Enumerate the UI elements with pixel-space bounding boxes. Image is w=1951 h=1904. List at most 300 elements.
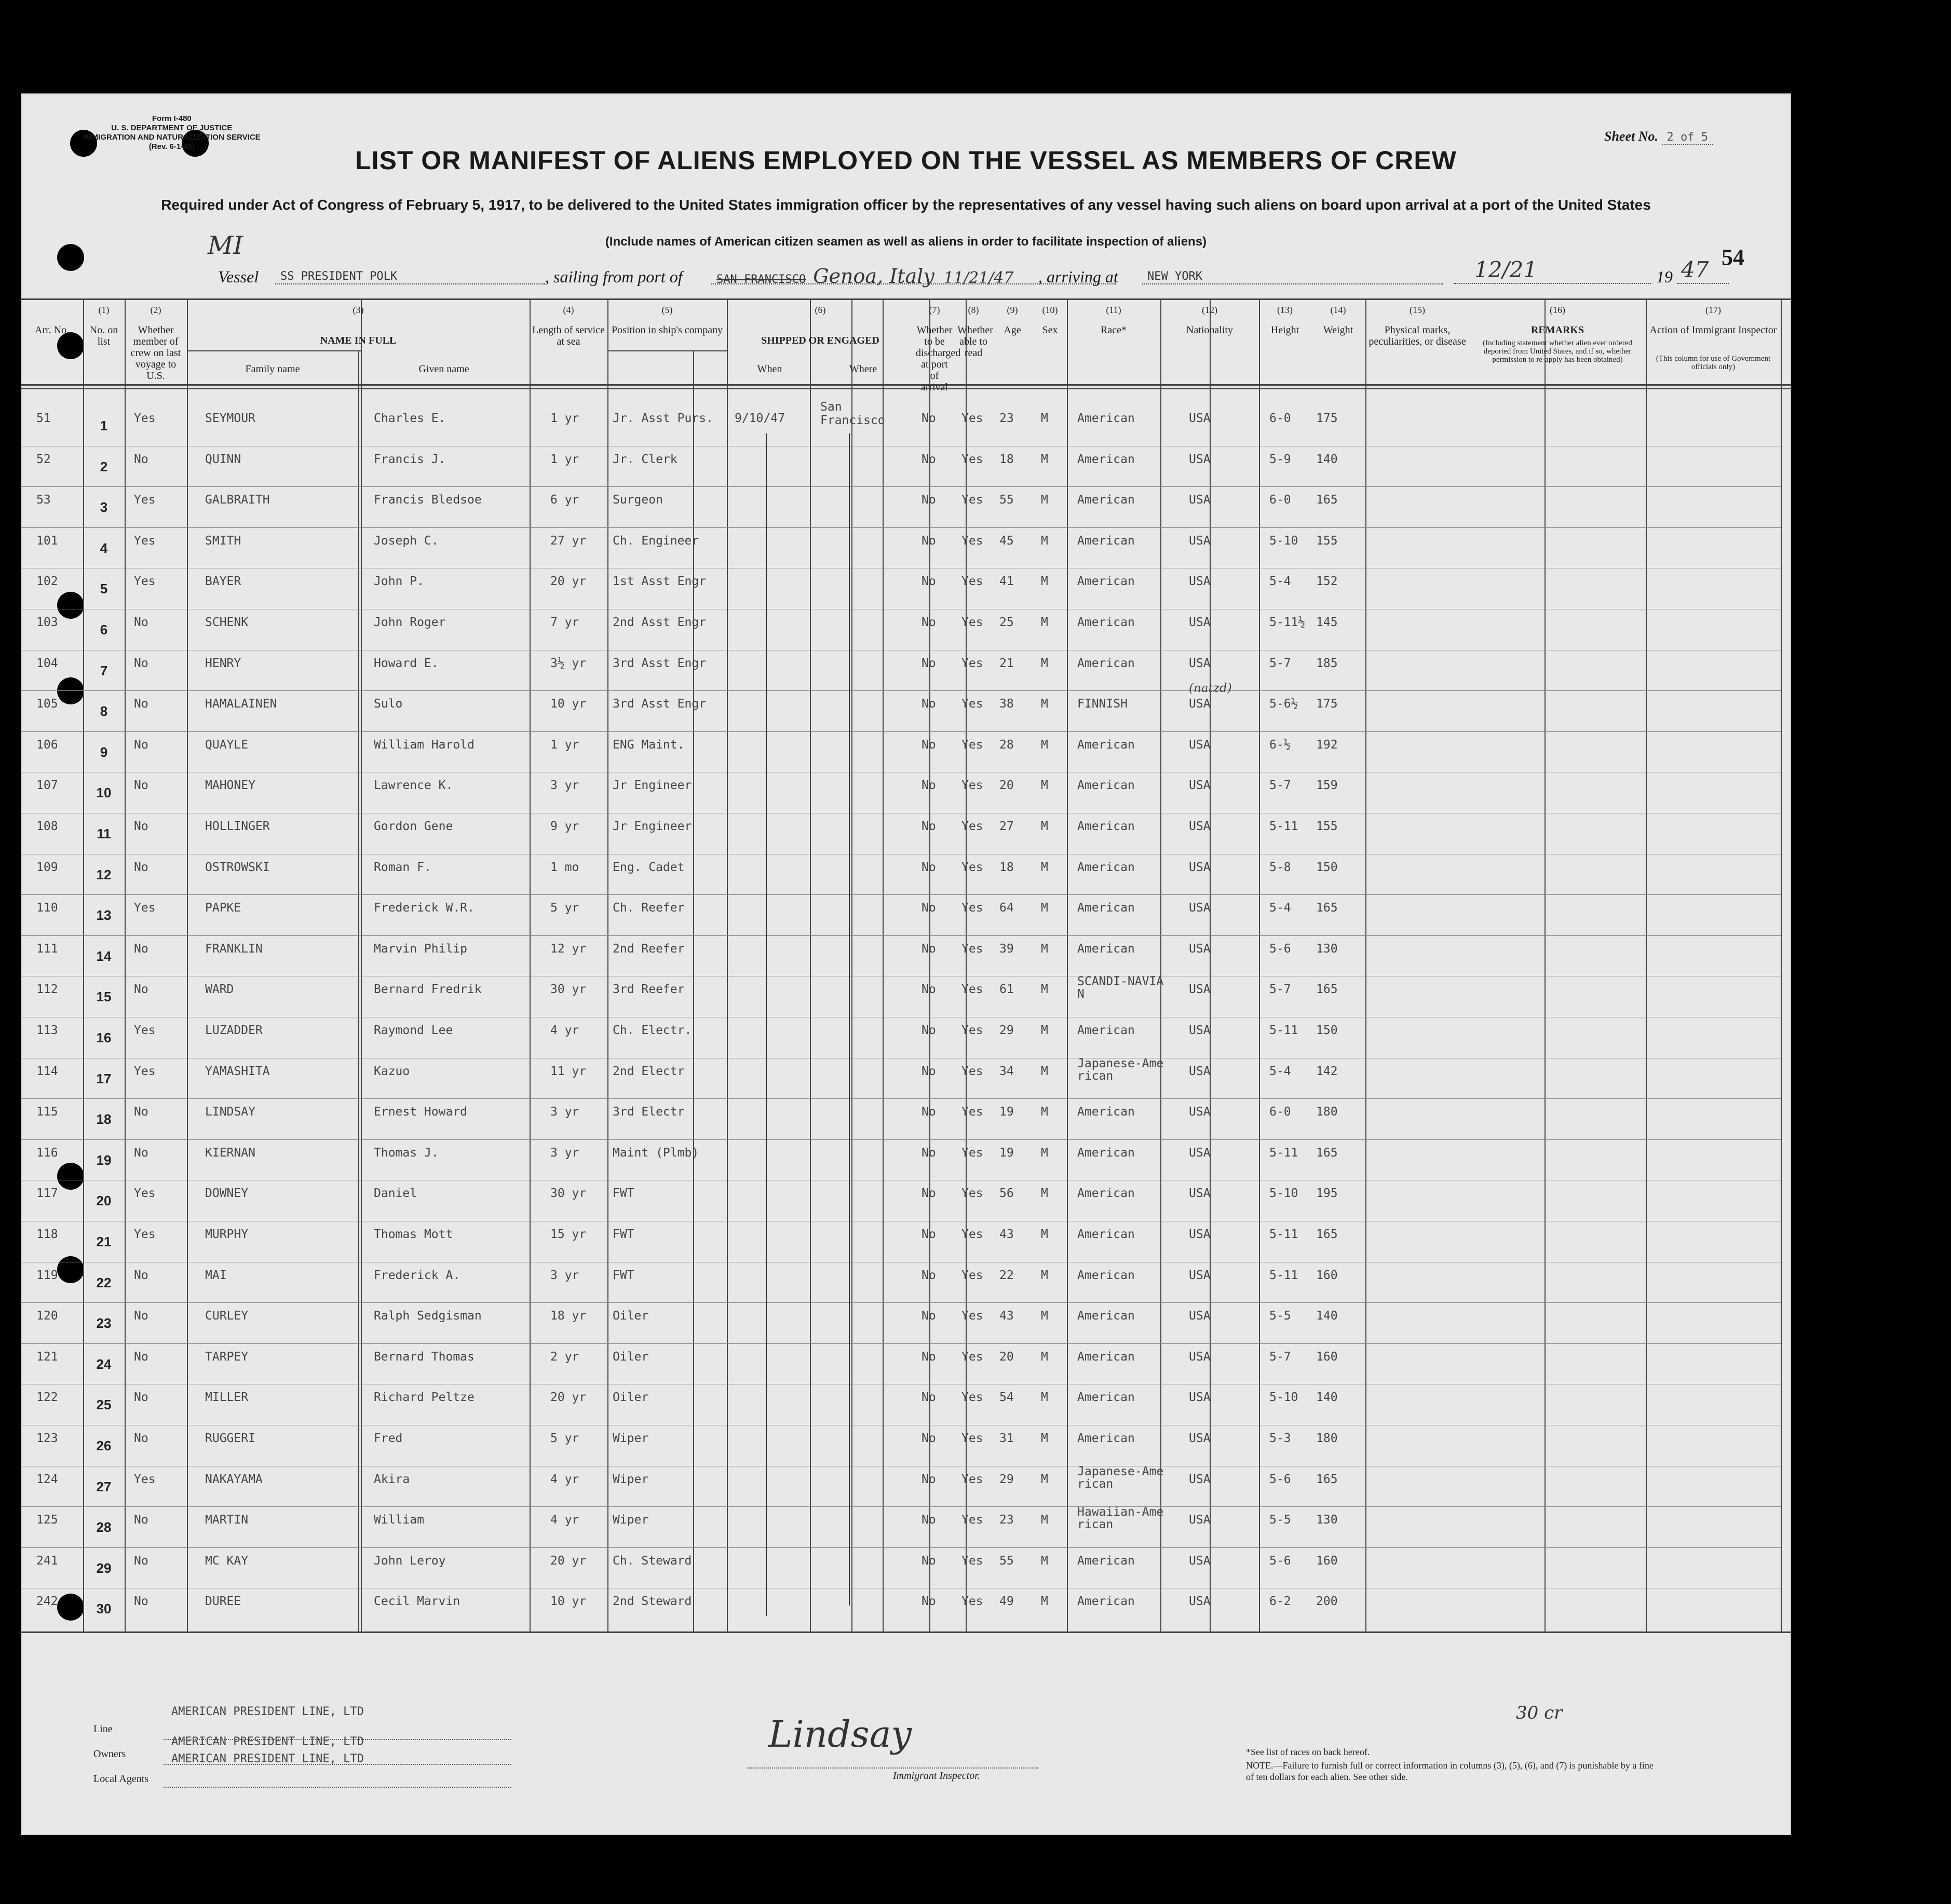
column-number: (3) xyxy=(353,305,364,315)
family-name-cell: PAPKE xyxy=(205,901,241,915)
age-cell: 25 xyxy=(999,616,1014,629)
able-to-read-cell: Yes xyxy=(961,1513,983,1527)
weight-cell: 142 xyxy=(1316,1064,1338,1078)
able-to-read-cell: Yes xyxy=(961,1350,983,1364)
last-voyage-cell: No xyxy=(134,452,148,466)
column-number: (11) xyxy=(1106,305,1121,315)
discharge-cell: No xyxy=(922,1513,936,1527)
age-cell: 31 xyxy=(999,1432,1014,1445)
given-name-cell: Bernard Thomas xyxy=(374,1350,475,1364)
discharge-cell: No xyxy=(922,1024,936,1037)
column-number: (14) xyxy=(1330,305,1346,315)
column-header: Position in ship's company xyxy=(611,324,723,336)
column-number: (9) xyxy=(1007,305,1018,315)
family-name-cell: MC KAY xyxy=(205,1554,249,1568)
row-rule xyxy=(21,486,1781,487)
line-rule xyxy=(164,1739,511,1740)
discharge-cell: No xyxy=(922,860,936,874)
age-cell: 49 xyxy=(999,1595,1014,1609)
arrival-number: 117 xyxy=(36,1187,58,1201)
age-cell: 22 xyxy=(999,1268,1014,1282)
last-voyage-cell: No xyxy=(134,1391,148,1405)
position-cell: Wiper xyxy=(613,1513,649,1527)
able-to-read-cell: Yes xyxy=(961,1554,983,1568)
column-rule xyxy=(607,298,608,1631)
handwritten-initials: MI xyxy=(208,231,243,260)
sex-cell: M xyxy=(1041,1105,1048,1119)
last-voyage-cell: No xyxy=(134,1105,148,1119)
race-cell: Japanese-American xyxy=(1077,1056,1164,1083)
height-cell: 5-11 xyxy=(1269,1228,1298,1241)
header-bottom-rule xyxy=(21,384,1791,386)
height-cell: 5-10 xyxy=(1269,534,1298,548)
given-name-cell: Thomas Mott xyxy=(374,1228,453,1241)
race-cell: SCANDI-NAVIAN xyxy=(1077,975,1164,1001)
row-number: 18 xyxy=(96,1111,112,1127)
row-number: 14 xyxy=(96,948,112,964)
given-name-cell: Fred xyxy=(374,1432,403,1445)
service-length-cell: 1 mo xyxy=(550,860,579,874)
position-cell: 2nd Asst Engr xyxy=(613,616,707,629)
sex-cell: M xyxy=(1041,412,1048,425)
discharge-cell: No xyxy=(922,1432,936,1445)
service-length-cell: 4 yr xyxy=(550,1513,579,1527)
race-cell: American xyxy=(1077,860,1135,874)
sex-cell: M xyxy=(1041,901,1048,915)
arrival-number: 123 xyxy=(36,1432,58,1445)
weight-cell: 150 xyxy=(1316,860,1338,874)
arrival-number: 242 xyxy=(36,1595,58,1609)
row-number: 2 xyxy=(100,458,108,474)
vessel-label: Vessel xyxy=(218,267,259,286)
race-cell: American xyxy=(1077,1350,1135,1364)
position-cell: Eng. Cadet xyxy=(613,860,685,874)
sex-cell: M xyxy=(1041,1513,1048,1527)
height-cell: 5-11 xyxy=(1269,1024,1298,1037)
arrival-number: 105 xyxy=(36,697,58,711)
sex-cell: M xyxy=(1041,1350,1048,1364)
weight-cell: 160 xyxy=(1316,1268,1338,1282)
column-header: NAME IN FULL xyxy=(320,335,397,346)
able-to-read-cell: Yes xyxy=(961,738,983,752)
column-rule xyxy=(810,298,811,1631)
nationality-cell: USA xyxy=(1189,860,1211,874)
height-cell: 5-11 xyxy=(1269,1268,1298,1282)
able-to-read-cell: Yes xyxy=(961,1064,983,1078)
discharge-cell: No xyxy=(922,697,936,711)
service-length-cell: 3 yr xyxy=(550,779,579,793)
given-name-cell: Ernest Howard xyxy=(374,1105,468,1119)
family-name-cell: HOLLINGER xyxy=(205,820,270,833)
age-cell: 27 xyxy=(999,820,1014,833)
family-given-divider xyxy=(358,350,359,1631)
last-voyage-cell: No xyxy=(134,779,148,793)
sex-cell: M xyxy=(1041,1268,1048,1282)
given-name-cell: Lawrence K. xyxy=(374,779,453,793)
position-cell: 2nd Electr xyxy=(613,1064,685,1078)
age-cell: 20 xyxy=(999,779,1014,793)
position-cell: 3rd Asst Engr xyxy=(613,656,707,670)
column-number: (5) xyxy=(661,305,673,315)
service-length-cell: 1 yr xyxy=(550,452,579,466)
sailing-label: , sailing from port of xyxy=(545,267,683,286)
last-voyage-cell: No xyxy=(134,1309,148,1323)
line-label: Line xyxy=(93,1723,113,1735)
height-cell: 5-6½ xyxy=(1269,697,1298,711)
last-voyage-cell: Yes xyxy=(134,1472,156,1486)
weight-cell: 130 xyxy=(1316,942,1338,956)
column-number: (12) xyxy=(1202,305,1217,315)
race-cell: American xyxy=(1077,1187,1135,1201)
height-cell: 6-0 xyxy=(1269,493,1291,507)
discharge-cell: No xyxy=(922,1391,936,1405)
height-cell: 6-2 xyxy=(1269,1595,1291,1609)
column-number: (10) xyxy=(1042,305,1058,315)
service-length-cell: 3½ yr xyxy=(550,656,587,670)
discharge-cell: No xyxy=(922,1064,936,1078)
row-number: 24 xyxy=(96,1356,112,1372)
discharge-cell: No xyxy=(922,901,936,915)
arrival-number: 116 xyxy=(36,1146,58,1160)
age-cell: 18 xyxy=(999,860,1014,874)
row-number: 29 xyxy=(96,1560,112,1576)
able-to-read-cell: Yes xyxy=(961,1228,983,1241)
family-name-cell: CURLEY xyxy=(205,1309,249,1323)
sex-cell: M xyxy=(1041,452,1048,466)
age-cell: 19 xyxy=(999,1146,1014,1160)
service-length-cell: 3 yr xyxy=(550,1268,579,1282)
ditto-mark-when xyxy=(766,433,767,1616)
sex-cell: M xyxy=(1041,1309,1048,1323)
able-to-read-cell: Yes xyxy=(961,1105,983,1119)
weight-cell: 145 xyxy=(1316,616,1338,629)
position-cell: FWT xyxy=(613,1268,634,1282)
service-length-cell: 10 yr xyxy=(550,1595,587,1609)
nationality-cell: USA xyxy=(1189,1554,1211,1568)
arrival-number: 107 xyxy=(36,779,58,793)
row-number: 10 xyxy=(96,785,112,801)
discharge-cell: No xyxy=(922,1309,936,1323)
sex-cell: M xyxy=(1041,493,1048,507)
weight-cell: 155 xyxy=(1316,820,1338,833)
height-cell: 5-8 xyxy=(1269,860,1291,874)
sex-cell: M xyxy=(1041,860,1048,874)
age-cell: 29 xyxy=(999,1024,1014,1037)
last-voyage-cell: No xyxy=(134,983,148,997)
race-cell: American xyxy=(1077,1105,1135,1119)
discharge-cell: No xyxy=(922,575,936,589)
table-bottom-rule xyxy=(21,1631,1791,1633)
discharge-cell: No xyxy=(922,1554,936,1568)
nationality-cell: USA xyxy=(1189,1513,1211,1527)
row-number: 4 xyxy=(100,540,108,556)
table-top-rule xyxy=(21,298,1791,300)
height-cell: 6-0 xyxy=(1269,412,1291,425)
race-cell: American xyxy=(1077,1309,1135,1323)
nationality-cell: USA xyxy=(1189,1146,1211,1160)
nationality-cell: USA xyxy=(1189,697,1211,711)
able-to-read-cell: Yes xyxy=(961,1146,983,1160)
height-cell: 5-7 xyxy=(1269,656,1291,670)
height-cell: 5-5 xyxy=(1269,1513,1291,1527)
position-cell: 3rd Electr xyxy=(613,1105,685,1119)
position-cell: 2nd Steward xyxy=(613,1595,692,1609)
discharge-cell: No xyxy=(922,1105,936,1119)
race-cell: American xyxy=(1077,493,1135,507)
family-name-cell: LINDSAY xyxy=(205,1105,255,1119)
discharge-cell: No xyxy=(922,1595,936,1609)
family-name-cell: OSTROWSKI xyxy=(205,860,270,874)
position-cell: 2nd Reefer xyxy=(613,942,685,956)
arriving-field: NEW YORK xyxy=(1142,265,1443,284)
weight-cell: 165 xyxy=(1316,1228,1338,1241)
service-length-cell: 4 yr xyxy=(550,1024,579,1037)
column-number: (2) xyxy=(150,305,161,315)
arrival-number: 115 xyxy=(36,1105,58,1119)
crew-count: 30 cr xyxy=(1516,1703,1563,1723)
column-rule xyxy=(1365,298,1366,1631)
arrival-number: 120 xyxy=(36,1309,58,1323)
race-cell: American xyxy=(1077,1391,1135,1405)
last-voyage-cell: Yes xyxy=(134,534,156,548)
column-number: (8) xyxy=(968,305,979,315)
row-rule xyxy=(21,935,1781,936)
weight-cell: 140 xyxy=(1316,1309,1338,1323)
height-cell: 5-6 xyxy=(1269,1554,1291,1568)
height-cell: 5-9 xyxy=(1269,452,1291,466)
inspector-label: Immigrant Inspector. xyxy=(893,1770,980,1781)
given-name-cell: William Harold xyxy=(374,738,475,752)
name-subheader-rule xyxy=(187,350,361,351)
nationality-cell: USA xyxy=(1189,820,1211,833)
given-name-cell: Charles E. xyxy=(374,412,446,425)
weight-cell: 165 xyxy=(1316,1146,1338,1160)
sex-cell: M xyxy=(1041,1228,1048,1241)
column-rule xyxy=(1544,298,1546,1631)
row-number: 27 xyxy=(96,1478,112,1494)
column-rule xyxy=(1259,298,1260,1631)
given-name-cell: Francis J. xyxy=(374,452,446,466)
given-name-cell: Frederick A. xyxy=(374,1268,460,1282)
arrival-number: 51 xyxy=(36,412,51,425)
weight-cell: 165 xyxy=(1316,493,1338,507)
arrival-number: 241 xyxy=(36,1554,58,1568)
able-to-read-cell: Yes xyxy=(961,412,983,425)
family-name-cell: NAKAYAMA xyxy=(205,1472,263,1486)
sex-cell: M xyxy=(1041,1554,1048,1568)
arrival-number: 114 xyxy=(36,1064,58,1078)
column-number: (7) xyxy=(929,305,940,315)
given-name-cell: Ralph Sedgisman xyxy=(374,1309,482,1323)
signature-rule xyxy=(748,1767,1038,1769)
race-cell: American xyxy=(1077,901,1135,915)
sex-cell: M xyxy=(1041,942,1048,956)
column-rule xyxy=(1160,298,1161,1631)
weight-cell: 200 xyxy=(1316,1595,1338,1609)
discharge-cell: No xyxy=(922,1228,936,1241)
row-number: 26 xyxy=(96,1438,112,1453)
row-rule xyxy=(21,1343,1781,1344)
nationality-cell: USA xyxy=(1189,1472,1211,1486)
family-name-cell: MAI xyxy=(205,1268,227,1282)
given-name-cell: William xyxy=(374,1513,424,1527)
shipped-when-cell: 9/10/47 xyxy=(735,412,785,425)
include-note: (Include names of American citizen seamen as well as aliens in order to facilitate inspection of aliens) xyxy=(605,235,1207,249)
last-voyage-cell: No xyxy=(134,656,148,670)
weight-cell: 185 xyxy=(1316,656,1338,670)
given-name-cell: Francis Bledsoe xyxy=(374,493,482,507)
row-number: 3 xyxy=(100,499,108,515)
row-number: 15 xyxy=(96,989,112,1005)
given-name-cell: Sulo xyxy=(374,697,403,711)
given-name-cell: John Roger xyxy=(374,616,446,629)
family-name-cell: QUINN xyxy=(205,452,241,466)
subheader-given: Given name xyxy=(418,363,469,375)
row-number: 6 xyxy=(100,622,108,637)
weight-cell: 150 xyxy=(1316,1024,1338,1037)
age-cell: 39 xyxy=(999,942,1014,956)
given-name-cell: John P. xyxy=(374,575,424,589)
weight-cell: 195 xyxy=(1316,1187,1338,1201)
service-length-cell: 18 yr xyxy=(550,1309,587,1323)
sex-cell: M xyxy=(1041,779,1048,793)
column-rule xyxy=(125,298,126,1631)
family-name-cell: LUZADDER xyxy=(205,1024,263,1037)
row-number: 13 xyxy=(96,907,112,923)
able-to-read-cell: Yes xyxy=(961,616,983,629)
last-voyage-cell: No xyxy=(134,738,148,752)
column-number: (1) xyxy=(98,305,110,315)
sex-cell: M xyxy=(1041,1432,1048,1445)
sex-cell: M xyxy=(1041,697,1048,711)
family-name-cell: MILLER xyxy=(205,1391,249,1405)
row-number: 9 xyxy=(100,744,108,760)
weight-cell: 175 xyxy=(1316,697,1338,711)
arriving-label: , arriving at xyxy=(1038,267,1118,286)
able-to-read-cell: Yes xyxy=(961,779,983,793)
able-to-read-cell: Yes xyxy=(961,534,983,548)
column-rule xyxy=(727,298,728,1631)
last-voyage-cell: Yes xyxy=(134,1228,156,1241)
given-name-cell: Daniel xyxy=(374,1187,417,1201)
nationality-cell: USA xyxy=(1189,1309,1211,1323)
race-cell: American xyxy=(1077,452,1135,466)
discharge-cell: No xyxy=(922,1350,936,1364)
line-value: AMERICAN PRESIDENT LINE, LTD xyxy=(171,1705,364,1718)
nationality-cell: USA xyxy=(1189,1595,1211,1609)
race-cell: American xyxy=(1077,942,1135,956)
weight-cell: 165 xyxy=(1316,983,1338,997)
column-header: Height xyxy=(1270,324,1299,336)
shipped-where-cell: San Francisco xyxy=(820,400,885,427)
given-name-cell: Gordon Gene xyxy=(374,820,453,833)
row-number: 25 xyxy=(96,1397,112,1413)
column-number: (16) xyxy=(1550,305,1565,315)
able-to-read-cell: Yes xyxy=(961,1187,983,1201)
given-name-cell: Kazuo xyxy=(374,1064,410,1078)
row-number: 12 xyxy=(96,866,112,882)
family-name-cell: WARD xyxy=(205,983,234,997)
subheader-when: When xyxy=(757,363,782,375)
able-to-read-cell: Yes xyxy=(961,1268,983,1282)
column-rule xyxy=(851,298,852,1631)
age-cell: 23 xyxy=(999,1513,1014,1527)
age-cell: 29 xyxy=(999,1472,1014,1486)
nationality-cell: USA xyxy=(1189,534,1211,548)
column-rule xyxy=(1067,298,1068,1631)
age-cell: 34 xyxy=(999,1064,1014,1078)
family-name-cell: YAMASHITA xyxy=(205,1064,270,1078)
able-to-read-cell: Yes xyxy=(961,901,983,915)
last-voyage-cell: No xyxy=(134,1513,148,1527)
vessel-field: SS PRESIDENT POLK xyxy=(275,265,545,284)
arrival-number: 53 xyxy=(36,493,51,507)
arrival-number: 103 xyxy=(36,616,58,629)
weight-cell: 140 xyxy=(1316,1391,1338,1405)
arrival-number: 104 xyxy=(36,656,58,670)
able-to-read-cell: Yes xyxy=(961,697,983,711)
discharge-cell: No xyxy=(922,534,936,548)
row-number: 17 xyxy=(96,1070,112,1086)
service-length-cell: 10 yr xyxy=(550,697,587,711)
weight-cell: 159 xyxy=(1316,779,1338,793)
ditto-mark-where xyxy=(849,433,850,1606)
age-cell: 56 xyxy=(999,1187,1014,1201)
row-rule xyxy=(21,1302,1781,1303)
position-cell: Maint (Plmb) xyxy=(613,1146,699,1160)
arrival-number: 101 xyxy=(36,534,58,548)
race-cell: American xyxy=(1077,738,1135,752)
arrival-number: 118 xyxy=(36,1228,58,1241)
row-number: 21 xyxy=(96,1234,112,1249)
position-cell: Ch. Electr. xyxy=(613,1024,692,1037)
column-header: Action of Immigrant Inspector xyxy=(1649,324,1777,336)
agents-value: AMERICAN PRESIDENT LINE, LTD xyxy=(171,1752,364,1765)
column-header: Whether able to read xyxy=(957,324,993,359)
service-length-cell: 20 yr xyxy=(550,1554,587,1568)
able-to-read-cell: Yes xyxy=(961,1595,983,1609)
weight-cell: 160 xyxy=(1316,1554,1338,1568)
arrival-number: 102 xyxy=(36,575,58,589)
discharge-cell: No xyxy=(922,616,936,629)
discharge-cell: No xyxy=(922,820,936,833)
column-header: REMARKS xyxy=(1530,324,1584,336)
row-number: 28 xyxy=(96,1519,112,1535)
year-field: 47 xyxy=(1677,257,1729,284)
weight-cell: 180 xyxy=(1316,1105,1338,1119)
last-voyage-cell: No xyxy=(134,1595,148,1609)
age-cell: 55 xyxy=(999,1554,1014,1568)
arrival-number: 111 xyxy=(36,942,58,956)
row-number: 7 xyxy=(100,662,108,678)
age-cell: 41 xyxy=(999,575,1014,589)
sex-cell: M xyxy=(1041,820,1048,833)
position-cell: Jr. Clerk xyxy=(613,452,678,466)
page-title: LIST OR MANIFEST OF ALIENS EMPLOYED ON THE VESSEL AS MEMBERS OF CREW xyxy=(355,146,1457,175)
subheader-remarks-note: (Including statement whether alien ever ordered deported from United States, and if so, whether permission to re-apply has been obtained) xyxy=(1483,339,1632,364)
height-cell: 5-6 xyxy=(1269,942,1291,956)
able-to-read-cell: Yes xyxy=(961,493,983,507)
nationality-cell: USA xyxy=(1189,1432,1211,1445)
service-length-cell: 5 yr xyxy=(550,1432,579,1445)
service-length-cell: 20 yr xyxy=(550,575,587,589)
given-name-cell: Marvin Philip xyxy=(374,942,468,956)
height-cell: 6-0 xyxy=(1269,1105,1291,1119)
weight-cell: 155 xyxy=(1316,534,1338,548)
subheader-family: Family name xyxy=(245,363,300,375)
age-cell: 54 xyxy=(999,1391,1014,1405)
position-cell: FWT xyxy=(613,1187,634,1201)
